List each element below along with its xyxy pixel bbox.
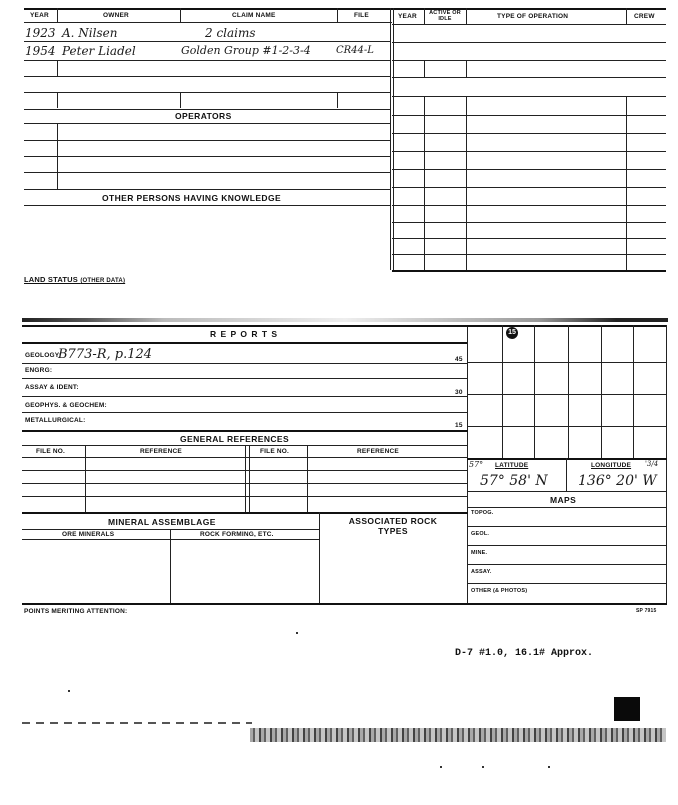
longitude-value: 136° 20' W bbox=[578, 473, 657, 489]
row2-year: 1954 bbox=[25, 44, 56, 58]
general-references-title: GENERAL REFERENCES bbox=[180, 434, 290, 444]
row2-file: CR44-L bbox=[336, 45, 374, 56]
report-metallurgical-label: METALLURGICAL: bbox=[25, 417, 86, 424]
scan-speck bbox=[482, 766, 484, 768]
ore-minerals-header: ORE MINERALS bbox=[62, 531, 115, 538]
scan-speck bbox=[440, 766, 442, 768]
circled-number-badge: 15 bbox=[506, 327, 518, 339]
rock-forming-header: ROCK FORMING, ETC. bbox=[200, 531, 274, 538]
maps-assay: ASSAY. bbox=[471, 569, 492, 575]
col-claim-name-header: CLAIM NAME bbox=[232, 12, 276, 19]
typed-note: D-7 #1.0, 16.1# Approx. bbox=[455, 648, 594, 659]
maps-geol: GEOL. bbox=[471, 531, 490, 537]
scan-noise-band bbox=[250, 728, 666, 742]
scan-speck bbox=[548, 766, 550, 768]
maps-mine: MINE. bbox=[471, 550, 488, 556]
latitude-label: LATITUDE bbox=[495, 462, 529, 469]
ref-col3-header: FILE NO. bbox=[260, 448, 290, 455]
maps-other: OTHER (& PHOTOS) bbox=[471, 588, 528, 594]
scan-speck bbox=[68, 690, 70, 692]
margin-number-15: 15 bbox=[455, 422, 463, 429]
land-status-label bbox=[24, 275, 125, 284]
other-persons-title: OTHER PERSONS HAVING KNOWLEDGE bbox=[102, 193, 282, 203]
land-status-sub: (OTHER DATA) bbox=[80, 278, 126, 284]
row1-owner: A. Nilsen bbox=[62, 26, 118, 40]
maps-topog: TOPOG. bbox=[471, 510, 494, 516]
latitude-value: 57° 58' N bbox=[480, 473, 548, 489]
longitude-label: LONGITUDE bbox=[591, 462, 632, 469]
col-year-header: YEAR bbox=[30, 12, 49, 19]
report-engrg-label: ENGRG: bbox=[25, 367, 53, 374]
black-registration-square bbox=[614, 697, 640, 721]
lat-prefix: 57° bbox=[469, 460, 484, 469]
margin-number-45: 45 bbox=[455, 356, 463, 363]
row1-year: 1923 bbox=[25, 26, 56, 40]
points-meriting-attention-label: POINTS MERITING ATTENTION: bbox=[24, 608, 128, 615]
report-assay-label: ASSAY & IDENT: bbox=[25, 384, 79, 391]
ref-col4-header: REFERENCE bbox=[357, 448, 399, 455]
col-file-header: FILE bbox=[354, 12, 369, 19]
col-op-year-header: YEAR bbox=[398, 13, 417, 20]
col-active-idle-header: ACTIVE OR IDLE bbox=[429, 10, 461, 22]
row1-claim: 2 claims bbox=[205, 26, 256, 40]
col-crew-header: CREW bbox=[634, 13, 655, 20]
scan-edge-bar bbox=[22, 318, 668, 322]
form-number: SP 7915 bbox=[636, 608, 657, 614]
row2-claim: Golden Group #1-2-3-4 bbox=[181, 44, 311, 57]
ref-col2-header: REFERENCE bbox=[140, 448, 182, 455]
col-owner-header: OWNER bbox=[103, 12, 129, 19]
land-status-title: LAND STATUS bbox=[24, 275, 79, 284]
ref-col1-header: FILE NO. bbox=[36, 448, 66, 455]
report-geology-value: B773-R, p.124 bbox=[58, 347, 153, 362]
mineral-assemblage-title: MINERAL ASSEMBLAGE bbox=[108, 517, 216, 527]
scan-speck bbox=[296, 632, 298, 634]
operators-title: OPERATORS bbox=[175, 111, 232, 121]
scan-dash-line bbox=[22, 722, 252, 724]
col-type-operation-header: TYPE OF OPERATION bbox=[497, 13, 569, 20]
associated-rock-types-title: ASSOCIATED ROCK TYPES bbox=[348, 516, 438, 536]
report-geology-label: GEOLOGY: bbox=[25, 352, 62, 359]
report-geophys-label: GEOPHYS. & GEOCHEM: bbox=[25, 402, 107, 409]
row2-owner: Peter Liadel bbox=[62, 44, 136, 58]
reports-title: R E P O R T S bbox=[210, 329, 279, 339]
margin-number-30: 30 bbox=[455, 389, 463, 396]
maps-title: MAPS bbox=[550, 495, 577, 505]
long-suffix: '3/4 bbox=[645, 460, 659, 468]
